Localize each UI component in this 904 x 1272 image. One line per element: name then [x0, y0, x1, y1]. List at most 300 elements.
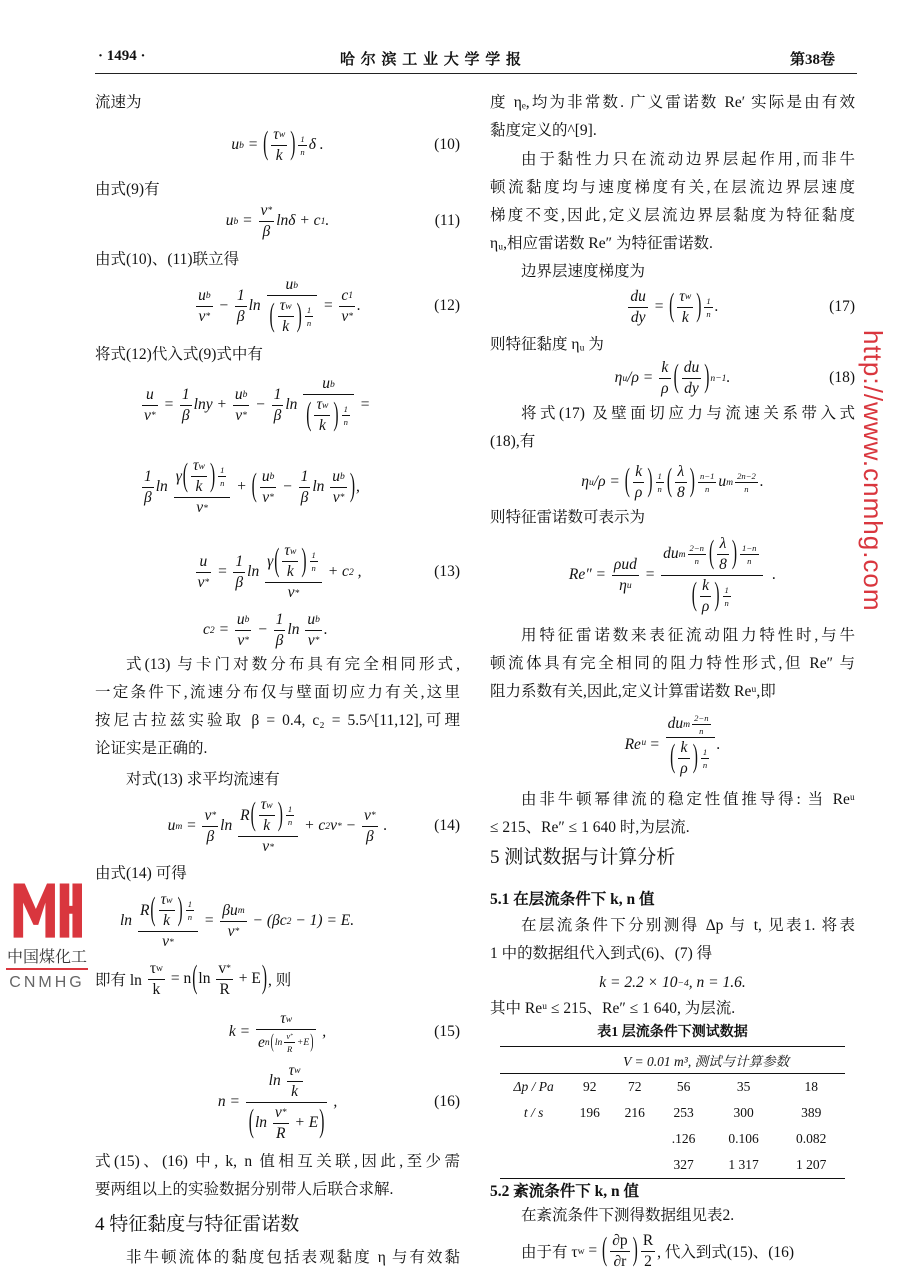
fraction — [735, 471, 758, 494]
math-text: 2 — [325, 820, 331, 832]
math-text: = — [649, 298, 669, 315]
math-text: ln — [287, 621, 304, 638]
subscript — [578, 1246, 585, 1257]
numerator — [282, 542, 298, 562]
math-text: n — [264, 1037, 270, 1048]
math-text: k — [152, 980, 161, 998]
denominator — [735, 483, 758, 494]
math-text: 1 — [306, 305, 312, 315]
math-text: = — [584, 1242, 602, 1259]
subscript — [244, 635, 249, 646]
numerator — [698, 471, 716, 483]
superscript — [686, 543, 708, 566]
fraction — [256, 1010, 316, 1054]
equation-17 — [490, 285, 855, 329]
math-text: u — [622, 372, 628, 384]
math-text: k — [318, 417, 326, 434]
math-text: τ — [273, 125, 279, 143]
equation-re-double-prime — [490, 535, 855, 615]
math-text: + E — [234, 970, 261, 987]
numerator — [138, 891, 198, 932]
equation-number: (15) — [434, 1023, 460, 1040]
math-text: v — [274, 1103, 282, 1121]
fraction — [260, 468, 277, 507]
numerator — [202, 807, 218, 827]
row-label — [500, 1152, 567, 1179]
fraction — [180, 386, 192, 425]
subscript — [285, 301, 291, 312]
paragraph — [490, 404, 855, 460]
math-text: 2 — [644, 1252, 652, 1270]
denominator — [142, 488, 154, 507]
math-text: 1 — [320, 215, 326, 227]
numerator — [196, 287, 213, 307]
math-text: Re″ = — [568, 566, 610, 583]
math-text: u — [285, 276, 294, 293]
math-text: R — [642, 1231, 654, 1249]
text-line: 式(15)、(16) 中, k, n 值相互关联,因此,至少需 — [95, 1153, 460, 1170]
subscript — [294, 1065, 300, 1076]
numerator — [191, 457, 207, 477]
math-text: v — [286, 1031, 291, 1041]
numerator — [271, 126, 287, 146]
fraction — [142, 468, 154, 507]
numerator — [273, 1104, 289, 1124]
subscript — [330, 379, 335, 390]
text-line: 顿流体具有完全相同的阻力特性形式,但 Re″ 与 — [490, 655, 855, 672]
math-text: 2−n — [694, 712, 709, 723]
math-text: dy — [630, 308, 646, 326]
math-text: u — [199, 552, 208, 570]
paragraph — [490, 150, 855, 262]
math-text: u — [145, 385, 154, 403]
math-text: k — [286, 563, 294, 580]
text-line: 用特征雷诺数来表征流动阻力特性时,与牛 — [521, 627, 855, 644]
math-text: − — [251, 396, 270, 413]
fraction — [628, 288, 648, 327]
math-text: w — [684, 291, 692, 302]
left-paren: ( — [624, 463, 630, 499]
math-text: m — [726, 476, 734, 488]
text-line: 对式(13) 求平均流速有 — [126, 771, 280, 788]
equation-tau — [490, 1230, 855, 1272]
math-text: ρud — [613, 555, 637, 573]
denominator — [138, 932, 198, 951]
fraction — [339, 287, 355, 326]
denominator — [191, 477, 207, 496]
fraction — [138, 891, 198, 951]
numerator — [735, 471, 758, 483]
denominator — [235, 307, 247, 326]
right-paren: ) — [696, 288, 702, 324]
math-text: ρ — [680, 759, 688, 777]
superscript — [184, 899, 196, 922]
denominator — [246, 1103, 328, 1143]
left-paren: ( — [669, 288, 675, 324]
fraction — [666, 713, 715, 778]
math-text: 1 — [343, 404, 348, 414]
math-text: . — [325, 212, 330, 229]
subscript — [683, 719, 690, 730]
table-cell: 0.106 — [728, 1131, 759, 1146]
row-label: Δp / Pa — [513, 1079, 554, 1094]
math-text: − — [253, 621, 272, 638]
numerator — [259, 796, 275, 816]
denominator — [233, 406, 250, 425]
math-text: τ — [160, 891, 167, 908]
table-cell — [612, 1126, 657, 1152]
math-text: R — [276, 1124, 286, 1142]
math-text: − (βc — [248, 912, 287, 929]
subscript — [371, 810, 376, 821]
numerator — [666, 713, 715, 738]
math-text: v — [332, 488, 340, 506]
right-paren: ) — [310, 1030, 314, 1055]
right-paren: ) — [704, 359, 710, 395]
denominator — [265, 583, 322, 602]
fraction — [159, 891, 175, 930]
superscript — [699, 747, 711, 770]
math-text: w — [294, 1065, 301, 1076]
section-heading: 5 测试数据与计算分析 — [490, 847, 676, 868]
math-text: . — [714, 298, 719, 315]
denominator — [675, 483, 687, 502]
math-text: n — [702, 759, 708, 770]
subscript — [245, 614, 250, 625]
math-text: k — [635, 462, 643, 480]
parenthesized — [191, 960, 268, 999]
numerator — [342, 404, 350, 416]
math-text: w — [278, 129, 286, 140]
fraction — [659, 359, 670, 398]
math-text: w — [322, 399, 329, 411]
denominator — [256, 1030, 316, 1054]
numerator — [628, 288, 648, 308]
text-line: 黏度定义的^[9]. — [490, 122, 597, 139]
right-paren: ) — [731, 535, 738, 571]
numerator — [330, 468, 347, 488]
math-text: . — [764, 566, 777, 583]
table-cell: .126 — [671, 1131, 696, 1146]
section-heading: 4 特征黏度与特征雷诺数 — [95, 1214, 300, 1235]
math-text: b — [205, 290, 211, 301]
fraction — [273, 1104, 289, 1143]
math-text: k — [661, 358, 669, 376]
fraction — [278, 297, 294, 336]
table-cell: 300 — [733, 1105, 754, 1120]
table-cell — [612, 1152, 657, 1179]
subscript — [211, 810, 216, 821]
math-text: τ — [679, 287, 685, 305]
denominator — [220, 922, 246, 941]
math-text: w — [285, 300, 292, 312]
math-text: = — [243, 136, 263, 153]
math-text: 2−n — [689, 542, 704, 553]
fraction — [202, 807, 218, 846]
parenthesized — [668, 288, 702, 327]
math-text: * — [169, 936, 174, 948]
denominator — [235, 631, 252, 650]
parenthesized — [691, 577, 721, 616]
paragraph — [490, 626, 855, 710]
subscript — [266, 800, 272, 811]
fraction — [148, 960, 165, 999]
fraction — [342, 404, 350, 427]
numerator — [238, 796, 298, 837]
math-text: m — [237, 905, 245, 916]
fraction — [174, 457, 231, 517]
table-cell — [567, 1152, 612, 1179]
math-text: lnδ + c — [276, 212, 321, 229]
text-line: 其中 Reᵘ ≤ 215、Re″ ≤ 1 640, 为层流. — [490, 1000, 736, 1017]
math-text: Reᵘ = — [624, 736, 664, 753]
math-text: , — [318, 1023, 327, 1040]
parenthesized — [273, 542, 307, 581]
math-text: 1 — [311, 550, 316, 560]
numerator — [675, 463, 687, 483]
volume: 第38卷 — [790, 52, 836, 68]
math-text: . — [379, 817, 388, 834]
math-text: n — [694, 555, 699, 566]
right-paren: ) — [319, 1104, 325, 1140]
equation-14 — [95, 794, 460, 858]
parenthesized — [251, 468, 356, 507]
fraction — [723, 585, 731, 608]
math-text: = — [640, 566, 660, 583]
header-rule — [95, 73, 857, 74]
superscript — [284, 804, 296, 827]
math-text: b — [269, 471, 275, 482]
fraction — [286, 804, 294, 827]
logo-mark-icon — [12, 880, 82, 938]
denominator — [238, 837, 298, 856]
math-text: 1 — [300, 467, 309, 485]
math-text: * — [290, 1033, 293, 1039]
left-paren: ( — [673, 359, 679, 395]
denominator — [174, 498, 231, 517]
denominator — [216, 980, 233, 999]
numerator — [180, 386, 192, 406]
math-text: u — [626, 580, 632, 591]
equation-18 — [490, 357, 855, 399]
subscript — [270, 471, 275, 482]
math-text: v — [198, 307, 206, 325]
numerator — [286, 804, 294, 816]
right-paren: ) — [277, 796, 283, 833]
superscript — [710, 373, 726, 384]
right-paren: ) — [290, 126, 296, 162]
math-text: β — [181, 406, 190, 424]
subscript — [348, 311, 353, 322]
math-text: w — [289, 545, 297, 557]
subscript — [286, 1014, 292, 1025]
math-text: τ — [288, 1061, 295, 1079]
math-text: , 代入到式(15)、(16) — [657, 1244, 795, 1261]
fraction — [272, 386, 284, 425]
subscript — [235, 926, 240, 937]
denominator — [186, 911, 194, 922]
math-text: * — [150, 410, 156, 421]
numerator — [174, 457, 231, 498]
table-cell: 35 — [736, 1079, 751, 1094]
paragraph — [95, 1152, 460, 1208]
math-text: 1 — [181, 385, 190, 403]
denominator — [142, 406, 158, 425]
math-text: n — [744, 483, 749, 494]
subscript — [295, 588, 300, 599]
math-text: e — [257, 1033, 265, 1051]
denominator — [659, 379, 670, 398]
left-paren: ( — [251, 468, 257, 504]
math-text: n = — [217, 1093, 244, 1110]
math-text: * — [281, 1107, 287, 1118]
math-text: τ — [279, 297, 286, 314]
math-text: * — [204, 577, 210, 588]
denominator — [259, 816, 275, 835]
numerator — [701, 747, 709, 759]
math-text: 8 — [677, 483, 685, 501]
math-text: k — [163, 912, 170, 929]
equation-number: (12) — [434, 297, 460, 314]
subscript — [315, 614, 320, 625]
subscript — [340, 492, 345, 503]
right-paren: ) — [261, 960, 268, 996]
numerator — [610, 1232, 629, 1252]
parenthesized — [250, 796, 284, 835]
subscript — [293, 280, 298, 291]
denominator — [310, 562, 318, 573]
math-text: u — [225, 212, 234, 229]
numerator — [272, 386, 284, 406]
denominator — [196, 573, 212, 592]
fraction — [704, 296, 712, 319]
denominator — [704, 308, 712, 319]
subscript — [315, 635, 320, 646]
math-text: k — [681, 308, 689, 326]
math-text: ln — [247, 563, 264, 580]
math-text: 1 — [287, 804, 293, 814]
math-text: v — [235, 406, 243, 424]
right-paren: ) — [177, 891, 183, 928]
math-text: − — [278, 478, 297, 495]
superscript — [308, 550, 320, 573]
denominator — [656, 483, 664, 494]
subscript — [205, 311, 210, 322]
fraction — [233, 553, 245, 592]
left-paren: ( — [248, 1104, 254, 1140]
denominator — [342, 416, 350, 427]
parenthesized — [669, 739, 699, 778]
denominator — [274, 631, 286, 650]
math-text: * — [336, 820, 342, 832]
math-text: ln — [155, 478, 172, 495]
numerator — [246, 1062, 328, 1103]
math-text: * — [211, 810, 217, 821]
math-text: k — [702, 576, 710, 594]
numerator — [186, 899, 194, 911]
denominator — [330, 488, 347, 507]
numerator — [740, 543, 758, 555]
math-text: w — [198, 460, 205, 472]
denominator — [678, 759, 689, 778]
table-cell: 196 — [579, 1105, 600, 1120]
table-header: V = 0.01 m³, 测试与计算参数 — [623, 1054, 790, 1069]
math-text: ln — [268, 1072, 285, 1089]
math-text: = — [200, 912, 219, 929]
parenthesized — [248, 1104, 326, 1143]
math-text: = — [213, 563, 232, 580]
subscript — [269, 492, 274, 503]
parenthesized — [270, 1031, 315, 1054]
math-text: 即有 ln — [95, 972, 146, 989]
text-line: 阻力系数有关,因此,定义计算雷诺数 Reᵘ,即 — [490, 683, 776, 700]
math-text: m — [175, 820, 183, 832]
denominator — [610, 1252, 629, 1271]
equation-number: (17) — [829, 298, 855, 315]
numerator — [305, 611, 322, 631]
subsection-heading: 5.1 在层流条件下 k, n 值 — [490, 891, 655, 908]
math-text: ∂p — [612, 1231, 628, 1249]
numerator — [233, 386, 250, 406]
denominator — [233, 573, 245, 592]
math-text: 1 — [275, 610, 284, 628]
fraction — [235, 287, 247, 326]
denominator — [633, 483, 644, 502]
text-line: 由式(14) 可得 — [95, 865, 187, 882]
fraction — [717, 535, 729, 574]
math-text: , — [355, 478, 360, 495]
paragraph — [490, 790, 855, 846]
denominator — [314, 416, 330, 435]
fraction — [238, 796, 298, 856]
text-line: 梯度不变,因此,定义层流边界层黏度为特征黏度 — [490, 207, 855, 224]
denominator — [717, 555, 729, 574]
math-text: v — [162, 933, 170, 950]
math-text: b — [244, 614, 250, 625]
text-line: 将式(12)代入式(9)式中有 — [95, 346, 263, 363]
denominator — [271, 146, 287, 165]
left-paren: ( — [708, 535, 715, 571]
table-caption: 表1 层流条件下测试数据 — [597, 1025, 748, 1040]
equation-13 — [95, 540, 460, 604]
math-text: 1 — [235, 552, 244, 570]
table-cell: 327 — [673, 1157, 694, 1172]
math-text: m — [678, 548, 686, 560]
numerator — [688, 543, 706, 555]
math-text: 1 — [724, 584, 729, 595]
math-text: 1 — [236, 286, 245, 304]
denominator — [272, 406, 284, 425]
superscript — [216, 465, 228, 488]
numerator — [233, 553, 245, 573]
math-text: β — [365, 827, 374, 845]
subscript — [169, 937, 174, 948]
fraction — [682, 359, 702, 398]
math-text: du — [683, 358, 700, 376]
fraction — [305, 611, 322, 650]
math-text: k — [275, 146, 283, 164]
left-paren: ( — [691, 577, 697, 613]
text-line: 由非牛顿幂律流的稳定性值推导得: 当 Reᵘ — [521, 791, 855, 808]
denominator — [298, 146, 306, 157]
right-paren: ) — [296, 297, 302, 334]
parenthesized — [269, 297, 303, 336]
math-text: * — [205, 311, 211, 322]
math-text: n — [724, 597, 729, 608]
math-text: = — [319, 297, 338, 314]
math-text: 2 — [286, 915, 292, 927]
subscript — [290, 546, 296, 557]
